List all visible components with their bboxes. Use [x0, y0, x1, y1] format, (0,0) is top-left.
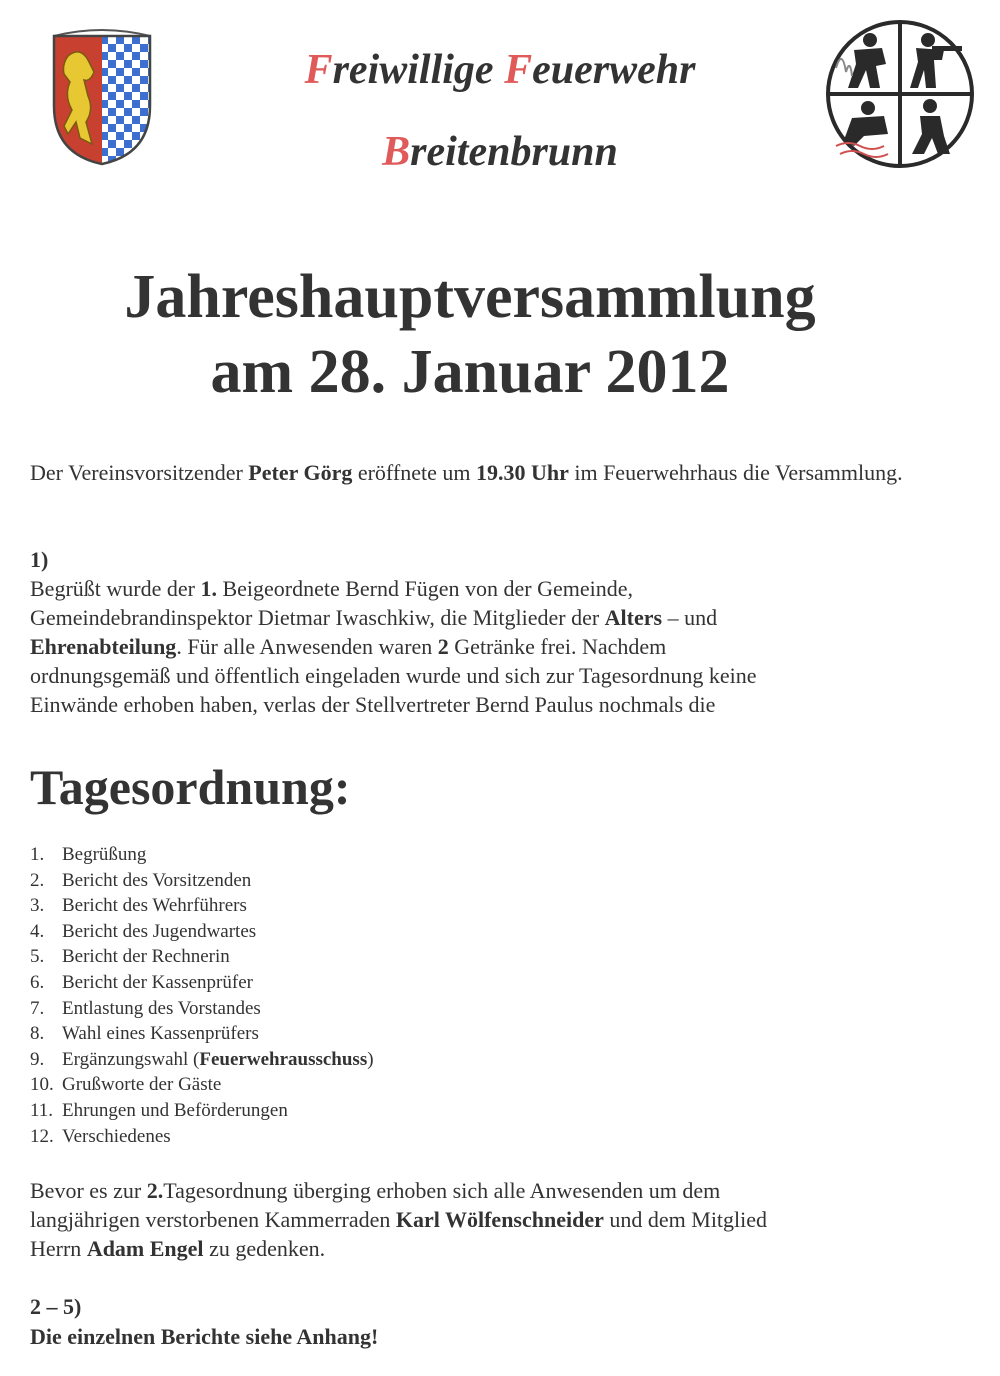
document-title: Jahreshauptversammlung [124, 263, 816, 331]
agenda-item-number: 12. [30, 1125, 54, 1147]
agenda-item-label [62, 1124, 171, 1150]
intro-run: Peter Görg [248, 460, 353, 485]
agenda-item-run: Bericht des Vorsitzenden [62, 869, 252, 891]
agenda-item-label [62, 919, 256, 945]
memorial-run: 2. [146, 1178, 164, 1203]
header-initial-letter: F [504, 47, 533, 93]
section-1-run: Einwände erhoben haben, verlas der Stellvertreter Bernd Paulus nochmals die [30, 692, 716, 717]
agenda-item-number: 11. [30, 1099, 54, 1121]
memorial-run: langjährigen verstorbenen Kammerraden [30, 1207, 396, 1232]
section-1-run: – und [662, 605, 718, 630]
section-1-line [30, 690, 970, 719]
agenda-item-run: Ergänzungswahl ( [62, 1048, 200, 1070]
agenda-item-label [62, 996, 261, 1022]
intro-run: 19.30 Uhr [475, 460, 569, 485]
section-1-run: Alters [604, 605, 663, 630]
agenda-item [30, 1124, 374, 1150]
header-text: euerwehr [532, 47, 696, 93]
agenda-item [30, 1098, 374, 1124]
section-1-run: Begrüßt wurde der [30, 576, 201, 601]
agenda-item-run: Bericht der Kassenprüfer [62, 971, 253, 993]
agenda-item-run: Entlastung des Vorstandes [62, 997, 261, 1019]
coat-of-arms-logo [50, 26, 154, 166]
memorial-run: zu gedenken. [203, 1236, 326, 1261]
agenda-item-run: Bericht des Wehrführers [62, 895, 247, 917]
section-1-line [30, 574, 970, 603]
agenda-heading: Tagesordnung: [30, 759, 351, 815]
agenda-item-number: 7. [30, 997, 45, 1019]
header-initial-letter: B [382, 129, 411, 175]
agenda-item-run: Ehrungen und Beförderungen [62, 1099, 288, 1121]
intro-run: im Feuerwehrhaus die Versammlung. [568, 460, 903, 485]
memorial-run: Tagesordnung überging erhoben sich alle Anwesenden um dem [163, 1178, 721, 1203]
agenda-item-run: Bericht des Jugendwartes [62, 920, 257, 942]
section-1-run: 2 [437, 634, 449, 659]
agenda-item-run: Begrüßung [62, 844, 147, 865]
agenda-item [30, 842, 374, 868]
intro-run: Der Vereinsvorsitzender [30, 460, 249, 485]
section-1-label: 1) [30, 547, 49, 572]
memorial-run: Herrn [30, 1236, 87, 1261]
organization-location [290, 128, 710, 176]
section-2-5-label: 2 – 5) [30, 1294, 82, 1319]
memorial-line [30, 1176, 970, 1205]
agenda-item-run: ) [367, 1048, 374, 1070]
agenda-item-number: 6. [30, 971, 45, 993]
section-1-run: 1. [200, 576, 217, 601]
agenda-item-run: Grußworte der Gäste [62, 1074, 222, 1096]
agenda-list [30, 842, 374, 1149]
memorial-line [30, 1234, 970, 1263]
agenda-item [30, 868, 374, 894]
agenda-item [30, 970, 374, 996]
agenda-item-run: Wahl eines Kassenprüfers [62, 1023, 259, 1045]
agenda-item-number: 5. [30, 946, 45, 968]
agenda-item-number: 9. [30, 1048, 45, 1070]
agenda-item-number: 8. [30, 1023, 45, 1045]
agenda-item [30, 893, 374, 919]
section-1-line [30, 632, 970, 661]
section-1-run: . Für alle Anwesenden waren [176, 634, 438, 659]
agenda-item [30, 944, 374, 970]
agenda-item-run: Verschiedenes [62, 1125, 171, 1147]
agenda-item-label [62, 944, 230, 970]
agenda-item-label [62, 970, 253, 996]
agenda-item [30, 996, 374, 1022]
agenda-item [30, 1072, 374, 1098]
section-1-line [30, 661, 970, 690]
agenda-item-number: 4. [30, 920, 45, 942]
agenda-item-number: 3. [30, 895, 45, 917]
section-1-run: Getränke frei. Nachdem [448, 634, 667, 659]
memorial-paragraph [30, 1176, 970, 1263]
agenda-item [30, 1021, 374, 1047]
memorial-line [30, 1205, 970, 1234]
agenda-item-number: 10. [30, 1074, 54, 1096]
section-1-text [30, 574, 970, 719]
agenda-item-number: 1. [30, 844, 45, 865]
agenda-item-label [62, 868, 251, 894]
header-text: reitenbrunn [410, 129, 618, 175]
memorial-run: Adam Engel [86, 1236, 204, 1261]
header-text: reiwillige [332, 47, 505, 93]
agenda-item-run: Bericht der Rechnerin [62, 946, 230, 968]
agenda-item-run: Feuerwehrausschuss [199, 1048, 368, 1070]
section-1-run: Beigeordnete Bernd Fügen von der Gemeinde, [216, 576, 633, 601]
organization-name [200, 46, 800, 94]
section-1-run: ordnungsgemäß und öffentlich eingeladen wurde und sich zur Tagesordnung keine [30, 663, 757, 688]
agenda-item-label [62, 1047, 374, 1073]
section-2-5-text: Die einzelnen Berichte siehe Anhang! [30, 1324, 379, 1349]
header-initial-letter: F [304, 47, 333, 93]
memorial-run: Bevor es zur [30, 1178, 147, 1203]
section-1-line [30, 603, 970, 632]
memorial-run: und dem Mitglied [603, 1207, 768, 1232]
intro-run: eröffnete um [352, 460, 476, 485]
agenda-item-number: 2. [30, 869, 45, 891]
agenda-item-label [62, 1098, 288, 1124]
agenda-item-label [62, 1021, 259, 1047]
document-date: am 28. Januar 2012 [210, 338, 730, 406]
agenda-item-label [62, 1072, 221, 1098]
memorial-run: Karl Wölfenschneider [395, 1207, 604, 1232]
agenda-item [30, 919, 374, 945]
intro-paragraph [30, 458, 970, 487]
agenda-item-label [62, 842, 146, 868]
fire-brigade-emblem-logo [824, 18, 976, 170]
agenda-item [30, 1047, 374, 1073]
section-1-run: Ehrenabteilung [30, 634, 177, 659]
section-1-run: Gemeindebrandinspektor Dietmar Iwaschkiw, die Mitglieder der [30, 605, 605, 630]
agenda-item-label [62, 893, 247, 919]
